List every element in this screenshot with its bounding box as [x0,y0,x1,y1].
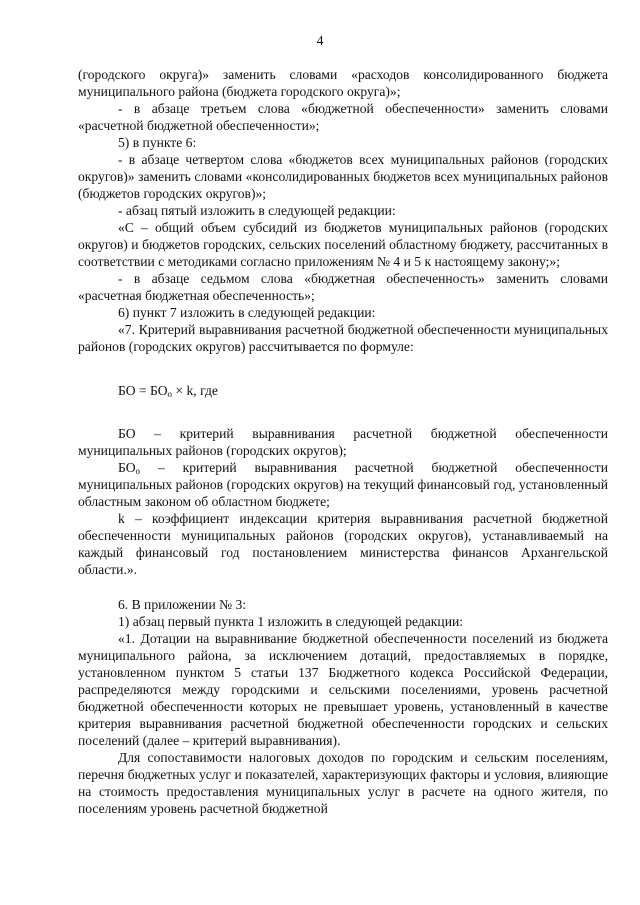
bo-label: БО [118,460,136,475]
formula [118,382,608,399]
paragraph: - в абзаце третьем слова «бюджетной обеспеченности» заменить словами «расчетной бюджетной обеспеченности»; [78,101,608,133]
page-number: 4 [316,34,324,49]
paragraph: k – коэффициент индексации критерия выравнивания расчетной бюджетной обеспеченности муниципальных районов (городских округов), устанавливаемый на каждый финансовый год постановлением министерства финансов Архангельской области.». [78,511,608,577]
paragraph: 6) пункт 7 изложить в следующей редакции: [118,305,376,320]
paragraph: 1) абзац первый пункта 1 изложить в следующей редакции: [118,614,464,629]
section-heading: 6. В приложении № 3: [118,597,247,612]
formula-subscript: о [167,389,173,399]
paragraph: - абзац пятый изложить в следующей редакции: [118,203,396,218]
formula-lhs: БО = БО [118,383,168,398]
paragraph: «C – общий объем субсидий из бюджетов муниципальных районов (городских округов) и бюджетов городских, сельских поселений областному бюджету, рассчитанных в соответствии с методиками согласно приложениям № 4 и 5 к настоящему закону;»; [78,220,608,269]
paragraph: Для сопоставимости налоговых доходов по городским и сельским поселениям, перечня бюджетных услуг и показателей, характеризующих факторы и условия, влияющие на стоимость предоставления муниципальных услуг в расчете на одного жителя, по поселениям уровень расчетной бюджетной [78,750,608,816]
paragraph: - в абзаце седьмом слова «бюджетная обеспеченность» заменить словами «расчетная бюджетная обеспеченность»; [78,271,608,303]
paragraph: 5) в пункте 6: [118,135,197,150]
paragraph: (городского округа)» заменить словами «расходов консолидированного бюджета муниципального района (бюджета городского округа)»; [78,67,608,99]
document-body [78,66,608,817]
paragraph: БО – критерий выравнивания расчетной бюджетной обеспеченности муниципальных районов (городских округов); [78,426,608,458]
paragraph-text: – критерий выравнивания расчетной бюджетной обеспеченности муниципальных районов (городских округов) на текущий финансовый год, установленный областным законом об областном бюджете; [78,460,608,509]
paragraph [78,459,608,510]
formula-rhs: × k, где [172,383,218,398]
bo-subscript: о [135,466,141,476]
paragraph: - в абзаце четвертом слова «бюджетов всех муниципальных районов (городских округов)» заменить словами «консолидированных бюджетов всех муниципальных районов (бюджетов городских округов)»; [78,152,608,201]
paragraph: «1. Дотации на выравнивание бюджетной обеспеченности поселений из бюджета муниципального района, за исключением дотаций, предоставляемых в порядке, установленном пунктом 5 статьи 137 Бюджетного кодекса Российской Федерации, распределяются между городскими и сельскими поселениями, уровень расчетной бюджетной обеспеченности которых не превышает уровень, установленный в качестве критерия выравнивания расчетной бюджетной обеспеченности городских и сельских поселений (далее – критерий выравнивания). [78,631,608,748]
paragraph: «7. Критерий выравнивания расчетной бюджетной обеспеченности муниципальных районов (городских округов) рассчитывается по формуле: [78,322,608,354]
